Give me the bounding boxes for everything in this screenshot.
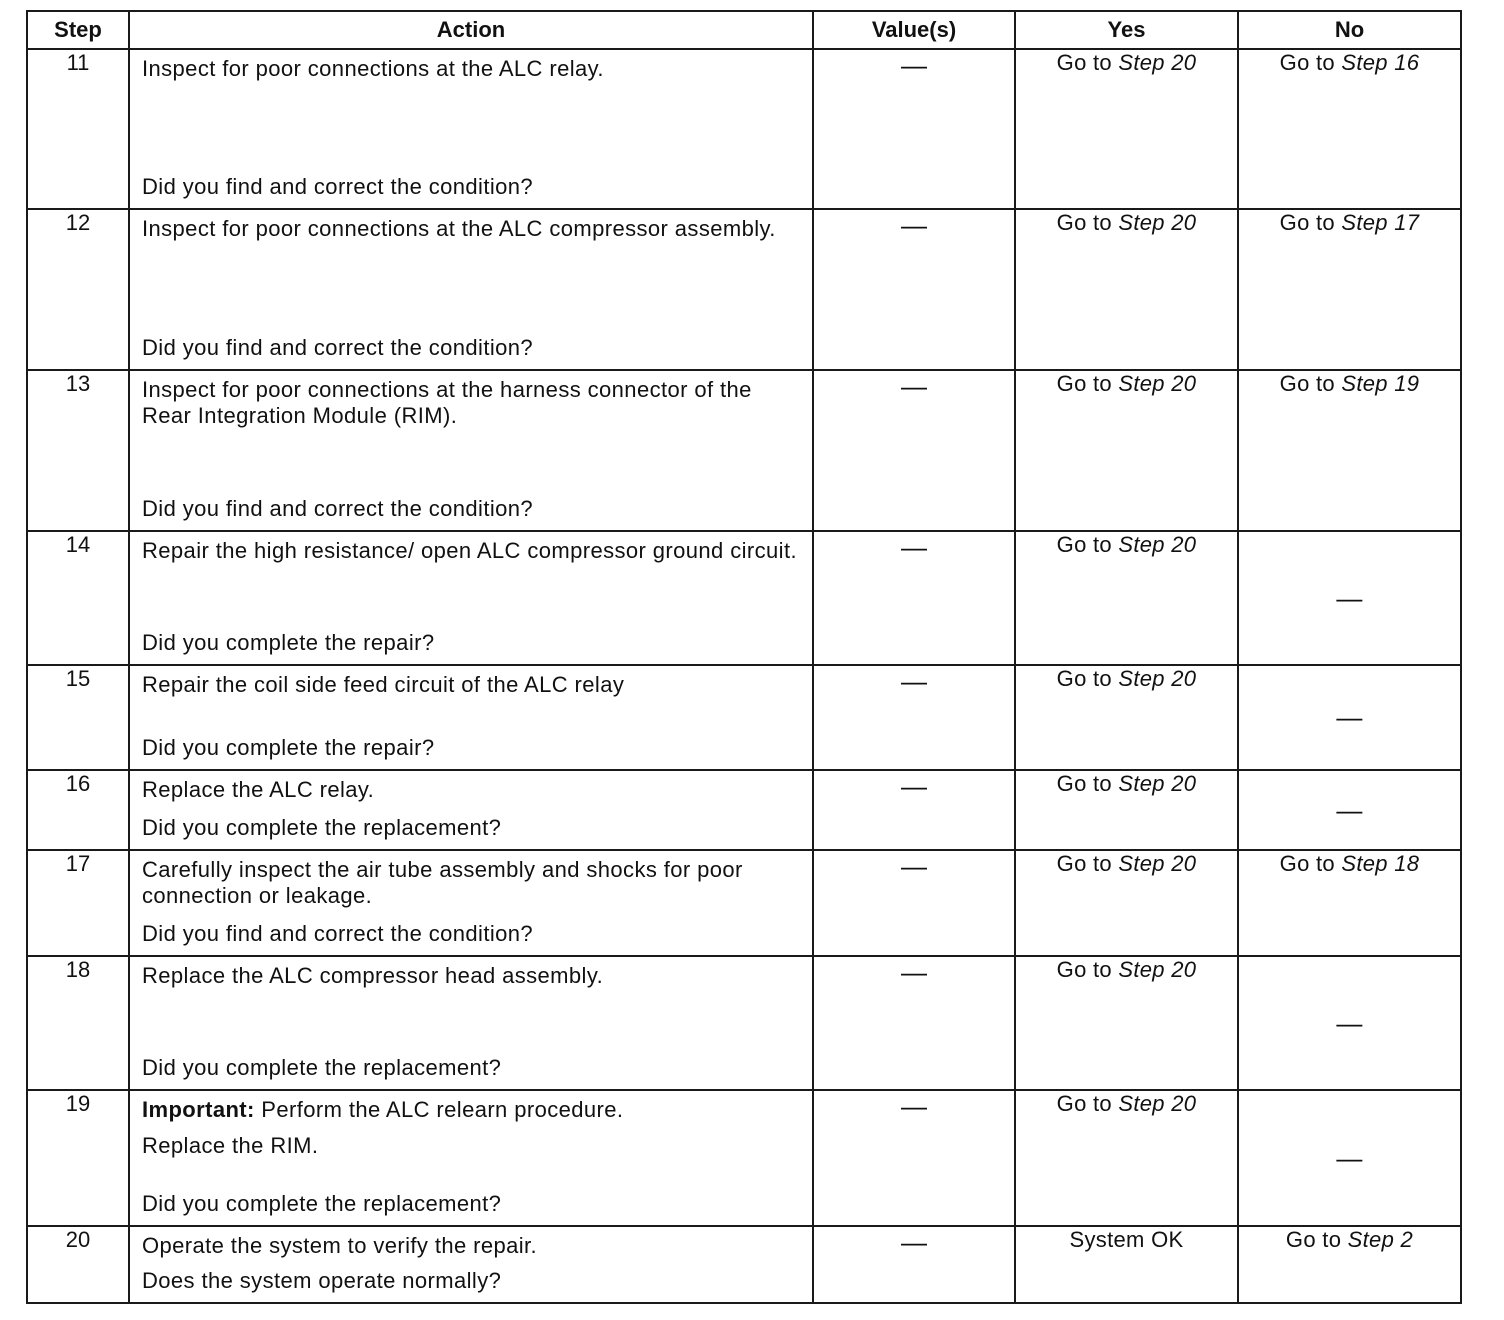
- yes-cell: [1015, 209, 1238, 370]
- action-cell: [129, 370, 813, 531]
- yes-goto: [1057, 851, 1197, 876]
- yes-result: System OK: [1069, 1227, 1184, 1252]
- goto-prefix: Go to: [1056, 771, 1119, 796]
- action-cell: [129, 209, 813, 370]
- goto-prefix: Go to: [1279, 210, 1342, 235]
- action-question: Did you find and correct the condition?: [142, 174, 534, 199]
- yes-goto: [1057, 532, 1197, 557]
- step-number: 14: [27, 531, 129, 665]
- action-question: Did you find and correct the condition?: [142, 921, 534, 946]
- step-reference: Step 20: [1118, 1091, 1197, 1116]
- header-no: No: [1238, 11, 1461, 49]
- yes-goto: [1057, 1091, 1197, 1116]
- action-line: [142, 963, 802, 989]
- yes-cell: [1015, 956, 1238, 1090]
- action-text: Carefully inspect the air tube assembly and shocks for poor connection or leakage.: [142, 857, 750, 908]
- step-reference: Step 19: [1341, 371, 1420, 396]
- header-row: [27, 11, 1461, 49]
- action-text: Replace the ALC relay.: [142, 777, 375, 802]
- step-reference: Step 20: [1118, 851, 1197, 876]
- action-line: [142, 1233, 802, 1259]
- step-number: 15: [27, 665, 129, 770]
- action-cell: [129, 1090, 813, 1226]
- no-goto: [1280, 50, 1420, 75]
- yes-goto: [1057, 666, 1197, 691]
- yes-cell: [1015, 770, 1238, 850]
- goto-prefix: Go to: [1279, 50, 1342, 75]
- no-cell: [1238, 370, 1461, 531]
- yes-goto: [1057, 771, 1197, 796]
- yes-cell: [1015, 1226, 1238, 1303]
- no-cell: [1238, 850, 1461, 956]
- goto-prefix: Go to: [1056, 50, 1119, 75]
- no-cell: [1238, 209, 1461, 370]
- action-line: [142, 857, 802, 909]
- no-goto: [1280, 371, 1420, 396]
- action-text: Perform the ALC relearn procedure.: [254, 1097, 624, 1122]
- action-cell: [129, 770, 813, 850]
- action-line: [142, 672, 802, 698]
- action-text: Inspect for poor connections at the ALC compressor assembly.: [142, 216, 776, 241]
- step-number: 16: [27, 770, 129, 850]
- action-question: Does the system operate normally?: [142, 1268, 502, 1293]
- action-line: [142, 1097, 802, 1123]
- action-question: Did you complete the replacement?: [142, 1191, 502, 1216]
- value-cell: [813, 850, 1015, 956]
- no-cell: [1238, 1226, 1461, 1303]
- step-number: 20: [27, 1226, 129, 1303]
- yes-cell: [1015, 1090, 1238, 1226]
- action-question: Did you complete the replacement?: [142, 815, 502, 840]
- step-number: 13: [27, 370, 129, 531]
- step-number: 19: [27, 1090, 129, 1226]
- no-goto: [1280, 210, 1420, 235]
- value-cell: [813, 209, 1015, 370]
- value-dash: —: [901, 1091, 927, 1121]
- table-row: [27, 956, 1461, 1090]
- table-row: [27, 770, 1461, 850]
- step-reference: Step 20: [1118, 771, 1197, 796]
- goto-prefix: Go to: [1056, 532, 1119, 557]
- no-dash: —: [1336, 1142, 1363, 1173]
- action-line: [142, 777, 802, 803]
- yes-goto: [1057, 957, 1197, 982]
- no-cell: [1238, 770, 1461, 850]
- yes-cell: [1015, 531, 1238, 665]
- goto-prefix: Go to: [1056, 957, 1119, 982]
- yes-goto: [1057, 371, 1197, 396]
- action-question: Did you find and correct the condition?: [142, 496, 534, 521]
- step-reference: Step 20: [1118, 50, 1197, 75]
- header-yes: Yes: [1015, 11, 1238, 49]
- step-reference: Step 20: [1118, 532, 1197, 557]
- table-row: [27, 49, 1461, 209]
- value-dash: —: [901, 371, 927, 401]
- action-cell: [129, 49, 813, 209]
- no-goto: [1280, 851, 1420, 876]
- action-question: Did you find and correct the condition?: [142, 335, 534, 360]
- yes-goto: [1057, 50, 1197, 75]
- goto-prefix: Go to: [1056, 851, 1119, 876]
- action-question: Did you complete the replacement?: [142, 1055, 502, 1080]
- no-cell: [1238, 1090, 1461, 1226]
- action-line: [142, 216, 802, 242]
- value-dash: —: [901, 666, 927, 696]
- value-dash: —: [901, 50, 927, 80]
- yes-cell: [1015, 370, 1238, 531]
- step-reference: Step 20: [1118, 371, 1197, 396]
- value-dash: —: [901, 957, 927, 987]
- table-row: [27, 370, 1461, 531]
- goto-prefix: Go to: [1056, 666, 1119, 691]
- step-reference: Step 16: [1341, 50, 1420, 75]
- action-line: [142, 56, 802, 82]
- action-cell: [129, 850, 813, 956]
- action-line: [142, 538, 802, 564]
- no-cell: [1238, 49, 1461, 209]
- step-reference: Step 20: [1118, 210, 1197, 235]
- action-line: [142, 377, 802, 429]
- yes-cell: [1015, 49, 1238, 209]
- step-reference: Step 2: [1347, 1227, 1414, 1252]
- goto-prefix: Go to: [1285, 1227, 1348, 1252]
- value-cell: [813, 956, 1015, 1090]
- action-text: Inspect for poor connections at the ALC relay.: [142, 56, 604, 81]
- step-reference: Step 17: [1341, 210, 1420, 235]
- action-question: Did you complete the repair?: [142, 630, 435, 655]
- goto-prefix: Go to: [1279, 851, 1342, 876]
- table-row: [27, 209, 1461, 370]
- step-reference: Step 20: [1118, 666, 1197, 691]
- action-text: Repair the coil side feed circuit of the ALC relay: [142, 672, 625, 697]
- goto-prefix: Go to: [1056, 1091, 1119, 1116]
- action-question: Did you complete the repair?: [142, 735, 435, 760]
- action-cell: [129, 1226, 813, 1303]
- table-row: [27, 1090, 1461, 1226]
- no-dash: —: [1336, 1007, 1363, 1038]
- action-text: Inspect for poor connections at the harness connector of the Rear Integration Module (RIM).: [142, 377, 759, 428]
- value-dash: —: [901, 851, 927, 881]
- step-number: 12: [27, 209, 129, 370]
- no-cell: [1238, 665, 1461, 770]
- yes-cell: [1015, 665, 1238, 770]
- step-number: 18: [27, 956, 129, 1090]
- value-cell: [813, 1090, 1015, 1226]
- goto-prefix: Go to: [1279, 371, 1342, 396]
- value-cell: [813, 49, 1015, 209]
- action-line: [142, 1133, 802, 1159]
- goto-prefix: Go to: [1056, 371, 1119, 396]
- value-cell: [813, 1226, 1015, 1303]
- no-cell: [1238, 956, 1461, 1090]
- no-dash: —: [1336, 794, 1363, 825]
- diagnostic-table: [26, 10, 1462, 1304]
- table-row: [27, 850, 1461, 956]
- value-cell: [813, 531, 1015, 665]
- action-cell: [129, 665, 813, 770]
- step-number: 11: [27, 49, 129, 209]
- table-row: [27, 665, 1461, 770]
- step-reference: Step 20: [1118, 957, 1197, 982]
- step-reference: Step 18: [1341, 851, 1420, 876]
- no-cell: [1238, 531, 1461, 665]
- yes-goto: [1057, 210, 1197, 235]
- value-dash: —: [901, 210, 927, 240]
- value-cell: [813, 370, 1015, 531]
- header-step: Step: [27, 11, 129, 49]
- goto-prefix: Go to: [1056, 210, 1119, 235]
- value-dash: —: [901, 1227, 927, 1257]
- value-dash: —: [901, 532, 927, 562]
- action-text: Replace the RIM.: [142, 1133, 319, 1158]
- no-dash: —: [1336, 702, 1363, 732]
- value-cell: [813, 665, 1015, 770]
- action-text: Repair the high resistance/ open ALC compressor ground circuit.: [142, 538, 797, 563]
- no-dash: —: [1336, 582, 1363, 613]
- table-row: [27, 531, 1461, 665]
- important-label: Important:: [142, 1097, 255, 1122]
- no-goto: [1286, 1227, 1413, 1252]
- table-body: [27, 49, 1461, 1303]
- header-values: Value(s): [813, 11, 1015, 49]
- table-row: [27, 1226, 1461, 1303]
- action-cell: [129, 956, 813, 1090]
- yes-cell: [1015, 850, 1238, 956]
- action-text: Replace the ALC compressor head assembly.: [142, 963, 604, 988]
- step-number: 17: [27, 850, 129, 956]
- value-dash: —: [901, 771, 927, 801]
- action-text: Operate the system to verify the repair.: [142, 1233, 538, 1258]
- value-cell: [813, 770, 1015, 850]
- header-action: Action: [129, 11, 813, 49]
- action-cell: [129, 531, 813, 665]
